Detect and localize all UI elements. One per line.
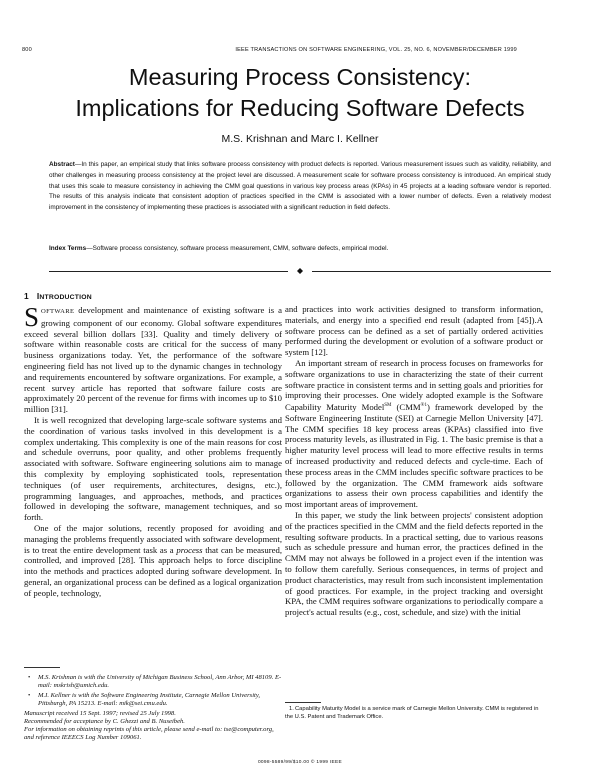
bullet-icon: • xyxy=(28,674,31,681)
paragraph-text: (CMM xyxy=(391,402,421,413)
emphasis-text: process xyxy=(176,544,203,555)
paragraph xyxy=(24,523,282,599)
servicemark: SM xyxy=(384,403,392,409)
authors: M.S. Krishnan and Marc I. Kellner xyxy=(221,133,379,145)
registered-mark: ® xyxy=(420,403,425,409)
recommended-for-acceptance: Recommended for acceptance by C. Ghezzi and B. Nuseibeh. xyxy=(24,718,185,725)
section-heading xyxy=(24,291,92,301)
drop-cap: S xyxy=(24,302,40,332)
footnote-rule-left xyxy=(24,667,60,668)
reprint-information: For information on obtaining reprints of this article, please send e-mail to: tse@computer.org, and reference IEEECS Log Number 109061. xyxy=(24,726,274,741)
paragraph-text: that can be measured, controlled, and improved [28]. This approach helps to force discipline into the methods and practices adopted during software development. In general, an organizational process can be defined as a logical organization of people, technology, xyxy=(24,544,282,598)
affiliation-item xyxy=(24,674,284,690)
affiliation-text: M.I. Kellner is with the Software Engineering Institute, Carnegie Mellon University, Pittsburgh, PA 15213. E-mail: mik@sei.cmu.edu. xyxy=(38,692,261,707)
author-affiliations xyxy=(24,674,284,742)
body-column-right xyxy=(285,304,543,618)
bullet-icon: • xyxy=(28,692,31,699)
index-terms xyxy=(49,244,551,254)
paragraph: In this paper, we study the link between projects' consistent adoption of the practices specified in the CMM and the field defects reported in the resulting software products. In a practical setting, due to various reasons such as schedule pressure and human error, the practices defined in the CMM may not always be followed in a project even if the intention was to follow them carefully. Serious consequences, in terms of project and product characteristics, may result from such inconsistent implementation of good practices. For example, in the project tracking and oversight KPA, the CMM requires software organizations to periodically compare a project's actual results (e.g., cost, schedule, and size) with the initial xyxy=(285,510,543,618)
opening-smallcaps: OFTWARE xyxy=(41,308,75,315)
footnote xyxy=(285,706,545,721)
paper-title xyxy=(0,62,600,124)
journal-citation: IEEE TRANSACTIONS ON SOFTWARE ENGINEERING, VOL. 25, NO. 6, NOVEMBER/DECEMBER 1999 xyxy=(235,47,517,53)
affiliation-text: M.S. Krishnan is with the University of Michigan Business School, Ann Arbor, MI 48109. E-mail: mskrish@umich.edu. xyxy=(38,674,282,689)
index-terms-text: —Software process consistency, software process measurement, CMM, software defects, empirical model. xyxy=(86,245,389,252)
index-terms-label: Index Terms xyxy=(49,245,87,252)
title-line-1: Measuring Process Consistency: xyxy=(128,64,472,90)
manuscript-received: Manuscript received 15 Sept. 1997; revised 25 July 1998. xyxy=(24,710,176,717)
diamond-icon xyxy=(297,268,303,274)
footnote-number: 1. xyxy=(289,706,294,712)
abstract-label: Abstract xyxy=(49,161,75,168)
divider-line-left xyxy=(49,271,288,272)
copyright-line: 0098-5589/99/$10.00 © 1999 IEEE xyxy=(257,760,343,765)
paragraph-text: One of the major solutions, recently proposed for avoiding and managing the problems frequently associated with software development, is to treat the entire development task as a xyxy=(24,522,282,555)
paragraph xyxy=(24,302,282,415)
paragraph: and practices into work activities designed to transform information, materials, and energy into a specified end result (adapted from [45]).A software process can be defined as a set of partially ordered activities performed during the development or evolution of a software product or system [12]. xyxy=(285,304,543,358)
abstract-text: —In this paper, an empirical study that links software process consistency with product defects is reported. Various measurement issues such as validity, reliability, and other challenges in measuring process consistency at the project level are discussed. A measurement scale for software process consistency is introduced. An empirical study that uses this scale to measure consistency in achieving the CMM goal questions in various key process areas (KPAs) in 45 projects at a leading software vendor is reported. The results of this analysis indicate that consistent adoption of practices specified in the CMM is associated with a lower number of defects. Even a relatively modest improvement in the consistency of implementing these practices is associated with a significant reduction in field defects. xyxy=(49,161,551,212)
paragraph-text: An important stream of research in process focuses on frameworks for software organizations to use in characterizing the state of their current software practice in consistent terms and in setting goals and priorities for improving their processes. One widely adopted example is the Software Capability Maturity Model xyxy=(285,357,543,413)
section-title-rest: NTRODUCTION xyxy=(39,294,92,301)
page-number: 800 xyxy=(22,47,32,53)
section-number: 1 xyxy=(24,291,29,301)
affiliation-item xyxy=(24,692,284,708)
paragraph-text: development and maintenance of existing software is a growing component of our economy. Global software expenditures exceed several billion dollars [33]. Quality and timely delivery of software within reasonable costs are critical for the success of many business organizations today. Yet, the performance of the software engineering field has not lived up to the dynamic changes in technology and requirements encountered by software organizations. For example, a recent survey article has reported that software failure costs are approximately 20 percent of the revenue for firms with incomes up to $10 million [31]. xyxy=(24,305,282,415)
section-title-initial: I xyxy=(36,291,40,301)
footnote-rule-right xyxy=(285,702,321,703)
running-head xyxy=(0,47,600,57)
section-divider xyxy=(49,268,551,276)
footnote-text: Capability Maturity Model is a service mark of Carnegie Mellon University. CMM is registered in the U.S. Patent and Trademark Office. xyxy=(285,706,539,720)
abstract xyxy=(49,160,551,214)
paragraph: It is well recognized that developing large-scale software systems and the coordination of various tasks involved in this development is a complex undertaking. This complexity is one of the main reasons for cost and schedule overruns, poor quality, and other problems frequently associated with software. Software engineering solutions aim to manage this complexity by employing sophisticated tools, representation techniques (of user requirements, architectures, designs, etc.), programming languages, and approaches, methods, and practices followed in developing the software, management techniques, and so forth. xyxy=(24,414,282,523)
manuscript-notes xyxy=(24,710,284,742)
footnote-ref: 1 xyxy=(424,403,427,409)
paragraph-text: ) framework developed by the Software Engineering Institute (SEI) at Carnegie Mellon University [47]. The CMM specifies 18 key process areas (KPAs) classified into five process maturity levels, as illustrated in Fig. 1. The basic premise is that a higher maturity level process will lead to more effective results in terms of increased productivity and reduced defects and cycle-time. Each of these process areas in the CMM includes specific software practices to be followed by the organization. The CMM framework aids software organizations to assess their own process capabilities and identify the most important areas of improvement. xyxy=(285,402,543,510)
title-line-2: Implications for Reducing Software Defects xyxy=(75,95,525,121)
body-column-left xyxy=(24,302,282,599)
divider-line-right xyxy=(312,271,551,272)
paragraph xyxy=(285,358,543,510)
